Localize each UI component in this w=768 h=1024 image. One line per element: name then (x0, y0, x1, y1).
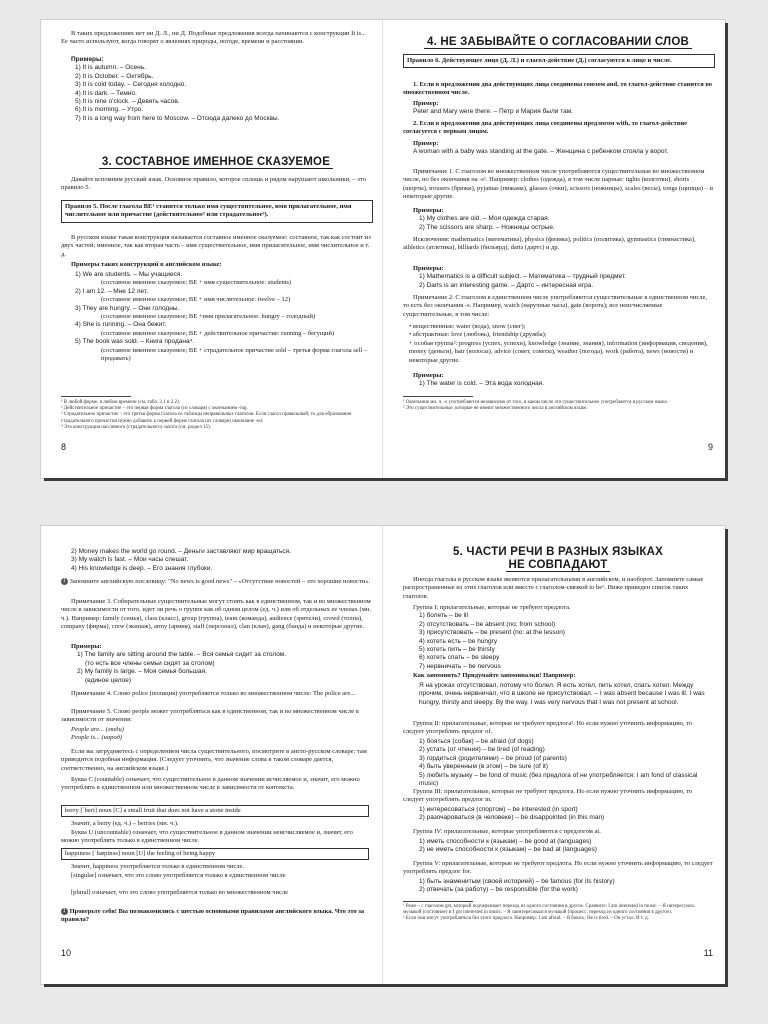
examples (403, 265, 723, 290)
section-heading-text: 3. СОСТАВНОЕ ИМЕННОЕ СКАЗУЕМОЕ (99, 156, 333, 169)
list-item: 2) The scissors are sharp. – Ножницы острые. (419, 223, 555, 231)
footnote: ³ Страдательное причастие – это третья форма глагола из таблицы неправильных глаголов. Если глагол правильный, то для образования страдательного причастия нужно добавить к первой форме глагола (из словаря) окончание -ed. (61, 412, 352, 424)
note (61, 690, 371, 699)
footnote: ¹ Окончание мн. ч. -s употребляется независимо от того, в каком числе это существительное употребляется в русском языке. (403, 400, 669, 405)
list-item-note: (составное именное сказуемое; BE +имя прилагательное: hungry – голодный) (101, 313, 316, 321)
group-2-list (403, 738, 713, 788)
page-number: 11 (703, 948, 713, 958)
paragraph-text: Если вы затрудняетесь с определением числа существительного, посмотрите в англо-русском словаре: там приводится подобная информация. (Следует уточнить, что значение слова в таком словаре дается, соответственно, на английском языке.) (61, 748, 367, 772)
list-item: 3) My watch is fast. – Мои часы спешат. (71, 556, 189, 564)
paragraph-text: Значит, a berry (ед. ч.) – berries (мн. ч.). (71, 820, 179, 827)
page-8 (61, 20, 371, 478)
list-item: 1) Mathematics is a difficult subject. – Математика – трудный предмет. (419, 273, 626, 281)
section-heading (61, 156, 371, 169)
bullet-list (403, 323, 719, 365)
page-9 (403, 20, 713, 478)
mnemonic-story (403, 682, 713, 707)
note-text: Примечание 5. Слово people может употребляться как в единственном, так и во множественном числе в зависимости от значения: (61, 708, 359, 724)
paragraph (61, 776, 371, 794)
list-item-note: (составное именное сказуемое; BE + действительное причастие: running – бегущий) (101, 329, 335, 337)
example-label: Примеры: (413, 265, 444, 272)
rule-text: Правило 5. После глагола BE¹ ставится только имя существительное, имя прилагательное, имя числительное или причастие (действительное² или страдательное³). (65, 203, 352, 219)
example-label: Примеры: (71, 643, 102, 650)
paragraph-text: 2. Если в предложении два действующих лица соединены предлогом with, то глагол-действие согласуется с первым лицом. (403, 120, 688, 136)
list-item: 1) интересоваться (спортом) – be interested (in sport) (419, 806, 578, 813)
dictionary-entry-text: happiness [ˈhæpinəs] noun [U] the feeling of being happy (65, 850, 216, 857)
list-item: 2) It is October. – Октябрь. (75, 72, 154, 80)
list-item: 3) гордиться (родителями) – be proud (of parents) (419, 754, 567, 762)
group-5-heading (403, 860, 713, 878)
proverb (61, 578, 371, 586)
group-4-heading (403, 828, 713, 837)
paragraph (61, 820, 371, 829)
usage-line: People is... (народ) (71, 734, 123, 742)
example-label: Пример: (413, 140, 439, 147)
usage-line: People are... (люди) (71, 726, 124, 733)
list-item: 2) отвечать (за работу) – be responsible (for the work) (419, 886, 578, 894)
example (403, 100, 723, 117)
section-heading-line: 5. ЧАСТИ РЕЧИ В РАЗНЫХ ЯЗЫКАХ (453, 546, 663, 558)
list-item: 4) It is dark. – Темно. (75, 89, 137, 97)
list-item: 1) We are students. – Мы учащиеся. (75, 271, 183, 278)
paragraph-text: Буква C (countable) означает, что существительное в данном значении исчисляемое и, значит, его можно употреблять в единственном или множественном числе в зависимости от контекста. (61, 776, 360, 792)
footnote: ² Это существительные, которые не имеют множественного числа в английском языке. (403, 406, 588, 412)
note (403, 168, 713, 203)
example-label: Пример: (413, 100, 439, 107)
rule-box (403, 54, 715, 68)
list-item-note: (то есть все члены семьи сидят за столом) (85, 659, 215, 667)
list-item: 2) устать (от чтения) – be tired (of reading) (419, 746, 545, 754)
list-item: 6) It is morning. – Утро. (75, 106, 144, 114)
list-item: 5) It is nine o'clock. – Девять часов. (75, 98, 180, 106)
examples (403, 207, 723, 232)
list-item: 1) The family are sitting around the table. – Вся семья сидит за столом. (77, 651, 287, 659)
list-item-note: (составное именное сказуемое; BE + имя существительное: students) (101, 279, 292, 287)
note-text: Примечание 1. С глаголом во множественном числе употребляются существительные во множественном числе, но без окончания на -s¹. Например: clothes (одежда), в том числе парные: tights (колготки), shorts (шорты), trousers (брюки), pyjamas (пижама), glasses (очки), scissors (ножницы), scales (весы), tongs (щипцы) – и некоторые другие. (403, 168, 713, 201)
note-text: Примечание 4. Слово police (полиция) употребляется только во множественном числе: The police are... (71, 690, 356, 697)
group-5-list (403, 878, 729, 895)
examples-label: Примеры: (71, 56, 104, 63)
exceptions-text: Исключения: mathematics (математика), physics (физика), politics (политика), gymnastics (гимнастика), athletics (атлетика), billiards (бильярд), darts (дартс) и др. (403, 236, 696, 252)
page-10 (61, 526, 371, 984)
list-item-note: (составное именное сказуемое; BE + имя числительное: twelve – 12) (101, 296, 291, 304)
intro-paragraph (61, 30, 371, 48)
list-item: 2) не иметь способности к (языкам) – be bad at (languages) (419, 846, 597, 854)
mnemonic-text: Я на уроках отсутствовал, потому что болел. Я есть хотел, пить хотел, спать хотел. Между прочим, очень нервничал, что в школе не присутствовал. – I was absent because I was ill. I was hungry, thirsty and sleepy. By the way, I was very nervous that I was not present at school. (419, 682, 705, 706)
book-spread-bottom (41, 526, 725, 984)
list-item: 2) отсутствовать – be absent (no: from school) (419, 620, 556, 628)
list-item: 4) She is running. – Она бежит. (75, 321, 167, 329)
paragraph-text: [plural] означает, что это слово употребляется только во множественном числе (71, 889, 288, 896)
list-item: 5) любить музыку – be fond of music (без предлога of не употребляется: I am fond of classical music) (419, 771, 698, 788)
page-number: 10 (61, 948, 72, 958)
self-check (61, 908, 371, 925)
page-fold (382, 526, 383, 984)
group-2-heading (403, 720, 713, 738)
paragraph (61, 889, 371, 898)
paragraph-text: В русском языке такая конструкция называется составное именное сказуемое: составное, так как состоит из двух частей; именное, так как вторая часть – имя существительное, имя прилагательное, имя числительное и т. д. (61, 234, 371, 258)
list-item-note: (составное именное сказуемое; BE + страдательное причастие sold – третья форма глагола sell – продавать) (101, 346, 368, 363)
page-number: 9 (707, 442, 713, 452)
footnotes (61, 400, 371, 431)
section-heading-line: НЕ СОВПАДАЮТ (506, 559, 611, 572)
paragraph (61, 863, 371, 872)
list-item: 4) His knowledge is deep. – Его знания глубоки. (71, 564, 213, 572)
footnote: ⁴ Это конструкция пассивного (страдательного) залога (см. раздел 15). (61, 424, 211, 430)
footnote-divider (61, 396, 131, 397)
list-item: 2) Money makes the world go round. – Деньги заставляют мир вращаться. (71, 548, 291, 555)
group-3-list (403, 806, 729, 823)
group-1 (403, 604, 723, 671)
page-11 (403, 526, 713, 984)
list-item: 2) Darts is an interesting game. – Дартс – интересная игра. (419, 281, 594, 289)
bullet-item: • абстрактные: love (любовь), friendship (дружба); (409, 331, 547, 339)
paragraph-text: Буква U (uncountable) означает, что существительное в данном значении неисчисляемое и, значит, его можно употреблять только в единственном числе. (61, 829, 353, 845)
list-item: 2) разочароваться (в человеке) – be disappointed (in this man) (419, 814, 605, 822)
book-spread-top (41, 20, 725, 478)
list-item: 5) The book was sold. – Книга продана⁴. (75, 338, 195, 346)
examples (61, 643, 381, 685)
paragraph (61, 234, 371, 260)
section-heading (403, 546, 713, 572)
list-item: 6) хотеть спать – be sleepy (419, 654, 500, 662)
rule-box (61, 200, 373, 223)
list-item: 3) They are hungry. – Они голодны. (75, 304, 180, 312)
group-heading: Группа II: прилагательные, которые не требуют предлога². Но если нужно уточнить информацию, то следует употреблять предлог of. (403, 720, 693, 736)
paragraph (61, 872, 371, 881)
paragraph (61, 176, 371, 194)
list-item: 2) My family is large. – Моя семья большая. (77, 668, 207, 676)
paragraph-text: 1. Если в предложении два действующих лица соединены союзом and, то глагол-действие ставится во множественном числе. (403, 81, 713, 97)
group-3-heading (403, 788, 713, 806)
footnotes (403, 400, 713, 412)
bullet-item: + особая группа²: progress (успех, успехи), knowledge (знание, знания), information (информация, сведения), money (деньги), hair (волосы), advice (совет, советы), weather (погода), work (работа), news (новости) и некоторые другие. (409, 339, 708, 364)
list-item: 1) It is autumn. – Осень. (75, 64, 146, 72)
list-item: 3) It is cold today. – Сегодня холодно. (75, 81, 187, 89)
footnote: ¹ В любой форме, в любом времени (см. табл. 2.1 и 2.2). (61, 400, 180, 405)
list-item: 4) быть уверенным (в этом) – be sure (of it) (419, 763, 549, 771)
list-item: 7) It is a long way from here to Moscow. – Отсюда далеко до Москвы. (75, 114, 280, 122)
list-item: 7) нервничать – be nervous (419, 662, 501, 670)
note (403, 294, 713, 320)
page-fold (382, 20, 383, 478)
group-heading: Группа IV: прилагательные, которые употребляются с предлогом at. (413, 828, 601, 835)
list-item: 4) хотеть есть – be hungry (419, 637, 498, 645)
example (403, 140, 723, 157)
paragraph (61, 748, 371, 774)
list-item: 1) бояться (собак) – be afraid (of dogs) (419, 738, 534, 745)
exceptions (403, 236, 713, 254)
footnotes (403, 904, 713, 923)
list-item: 2) I am 12. – Мне 12 лет. (75, 287, 149, 295)
note-text: Примечание 3. Собирательные существительные могут стоять как в единственном, так и во множественном числе в зависимости от того, идет ли речь о группе как об одном целом (ед. ч.) или об отдельных ее членах (мн. ч.). Например: family (семья), class (класс), group (группа), team (команда), audience (зрители), crowd (толпа), company (фирма), crew (экипаж), army (армия), staff (персонал), clan (клан), gang (банда) и некоторые другие. (61, 598, 371, 631)
paragraph (403, 81, 713, 99)
examples-continued (61, 548, 381, 573)
list-item: 1) быть знаменитым (своей историей) – be famous (for its history) (419, 878, 615, 885)
footnote-divider (403, 396, 473, 397)
example-label: Примеры: (413, 372, 444, 379)
bullet-item: • вещественные: water (вода), snow (снег); (409, 323, 526, 330)
footnote: ¹ Реже – с глаголом get, который подчеркивает переход из одного состояния в другое. Сравните: I am interested in music. – Я интересуюсь музыкой (состояние) и I got interested in music. – Я заинтересовался музыкой (процесс, переход из одного состояния в другое). (403, 904, 695, 916)
example-text: A woman with a baby was standing at the gate. – Женщина с ребенком стояла у ворот. (413, 148, 669, 156)
dictionary-entry-text: berry [ˈberi] noun [C] a small fruit that does not have a stone inside (65, 807, 241, 814)
group-heading: Группа V: прилагательные, которые не требуют предлога. Но если нужно уточнить информацию, то следует употреблять предлог for. (403, 860, 713, 876)
list-item: 3) присутствовать – be present (no: at the lesson) (419, 629, 565, 637)
group-heading: Группа III: прилагательные, которые не требуют предлога. Но если нужно уточнить информацию, то следует употреблять предлог in. (403, 788, 693, 804)
people-usage (61, 726, 381, 743)
dictionary-entry (61, 805, 369, 817)
list-item: 1) My clothes are old. – Моя одежда старая. (419, 215, 550, 223)
list-item: 1) иметь способности к (языкам) – be good at (languages) (419, 838, 592, 845)
note (61, 708, 371, 726)
example-text: Peter and Mary were there. – Петр и Мария были там. (413, 108, 573, 116)
group-heading: Группа I: прилагательные, которые не требуют предлога. (413, 604, 571, 611)
examples-list (61, 271, 371, 363)
paragraph-text: Значит, happiness употребляется только в единственном числе. (71, 863, 245, 870)
section-heading (403, 36, 713, 49)
proverb-text: Запомните английскую пословицу: "No news is good news" – «Отсутствие новостей – это хорошие новости». (69, 578, 371, 585)
page-number: 8 (61, 442, 67, 452)
attention-icon (61, 578, 68, 585)
question-icon (61, 908, 68, 915)
list-item: 1) The water is cold. – Эта вода холодная. (419, 380, 545, 388)
examples-heading: Примеры таких конструкций в английском языке: (71, 261, 222, 268)
paragraph-text: [singular] означает, что это слово употребляется только в единственном числе (71, 872, 286, 879)
footnote: ² Действительное причастие – это первая форма глагола (из словаря) с окончанием -ing. (61, 406, 248, 412)
paragraph-text: Давайте вспомним русский язык. Основное правило, которое сплошь и рядом нарушают школьники, – это правило 5. (61, 176, 366, 192)
mnemonic-heading: Как запомнить? Придумайте запоминалки! Например: (413, 672, 576, 679)
list-item: 1) болеть – be ill (419, 612, 468, 620)
list-item-note: (единое целое) (85, 676, 131, 684)
group-4-list (403, 838, 729, 855)
paragraph (403, 120, 713, 138)
examples-it-is (61, 56, 371, 123)
rule-text: Правило 6. Действующее лицо (Д. Л.) и глагол-действие (Д.) согласуются в лице и числе. (407, 57, 672, 64)
section-heading-text: 4. НЕ ЗАБЫВАЙТЕ О СОГЛАСОВАНИИ СЛОВ (424, 36, 692, 49)
examples (403, 372, 723, 389)
footnote-divider (403, 901, 473, 902)
paragraph-text: Иногда глаголы в русском языке являются прилагательными в английском, и наоборот. Запомните самые распространенные из этих глаголов или вместе с глаголом-связкой to be¹. Ниже приведен список таких глаголов. (403, 576, 704, 600)
list-item: 5) хотеть пить – be thirsty (419, 646, 495, 654)
note-text: Примечание 2. С глаголом в единственном числе употребляются существительные в единственном числе, то есть без окончания -s. Например, watch (наручные часы), gate (ворота); все неисчисляемые существительные, в том числе: (403, 294, 707, 318)
self-check-text: Проверьте себя! Вы познакомились с шестью основными правилами английского языка. Что это за правила? (61, 908, 365, 924)
paragraph (61, 829, 371, 847)
example-label: Примеры: (413, 207, 444, 214)
intro-text: В таких предложениях нет ни Д. Л., ни Д. Подобные предложения всегда начинаются с конструкции It is... Ее часто используют, когда говорят о явлениях природы, погоде, времени и расстоянии. (61, 30, 366, 46)
footnote: ² Если они могут употребляться без этого предлога. Например: I am afraid. – Я боюсь; He is tired. – Он устал. И т. д. (403, 916, 649, 922)
dictionary-entry (61, 848, 369, 860)
note (61, 598, 371, 633)
paragraph (403, 576, 713, 602)
